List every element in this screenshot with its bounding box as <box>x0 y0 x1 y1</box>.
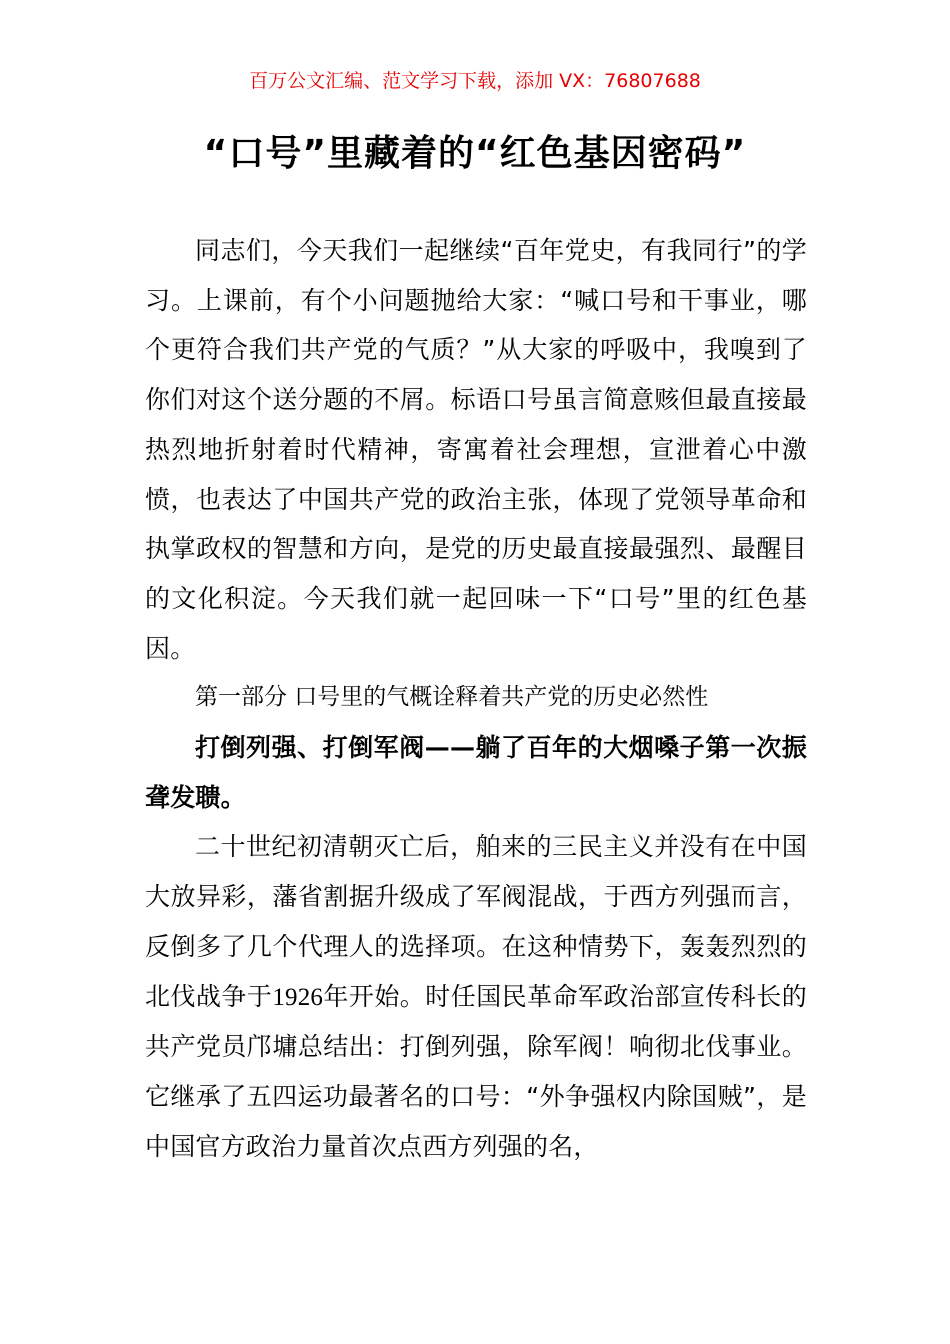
document-body <box>145 226 807 1171</box>
section-heading: 第一部分 口号里的气概诠释着共产党的历史必然性 <box>195 684 709 711</box>
year-number: 1926 <box>272 983 324 1011</box>
document-title: “口号”里藏着的“红色基因密码” <box>203 133 747 174</box>
body-paragraph <box>145 822 807 1171</box>
promo-header-note: 百万公文汇编、范文学习下载，添加 VX：76807688 <box>249 70 701 92</box>
intro-paragraph: 同志们，今天我们一起继续“百年党史，有我同行”的学习。上课前，有个小问题抛给大家：“喊口号和干事业，哪个更符合我们共产党的气质？”从大家的呼吸中，我嗅到了你们对这个送分题的不屑。标语口号虽言简意赅但最直接最热烈地折射着时代精神，寄寓着社会理想，宣泄着心中激愤，也表达了中国共产党的政治主张，体现了党领导革命和执掌政权的智慧和方向，是党的历史最直接最强烈、最醒目的文化积淀。今天我们就一起回味一下“口号”里的红色基因。 <box>145 236 807 663</box>
body-paragraph-text-1: 二十世纪初清朝灭亡后，舶来的三民主义并没有在中国大放异彩，藩省割据升级成了军阀混战，于西方列强而言，反倒多了几个代理人的选择项。在这种情势下，轰轰烈烈的北伐战争于 <box>145 832 807 1011</box>
subheading: 打倒列强、打倒军阀——躺了百年的大烟嗓子第一次振聋发聩。 <box>145 733 807 812</box>
body-paragraph-text-2: 年开始。时任国民革命军政治部宣传科长的共产党员邝墉总结出：打倒列强，除军阀！响彻北伐事业。它继承了五四运功最著名的口号：“外争强权内除国贼”，是中国官方政治力量首次点西方列强的名， <box>145 981 807 1161</box>
